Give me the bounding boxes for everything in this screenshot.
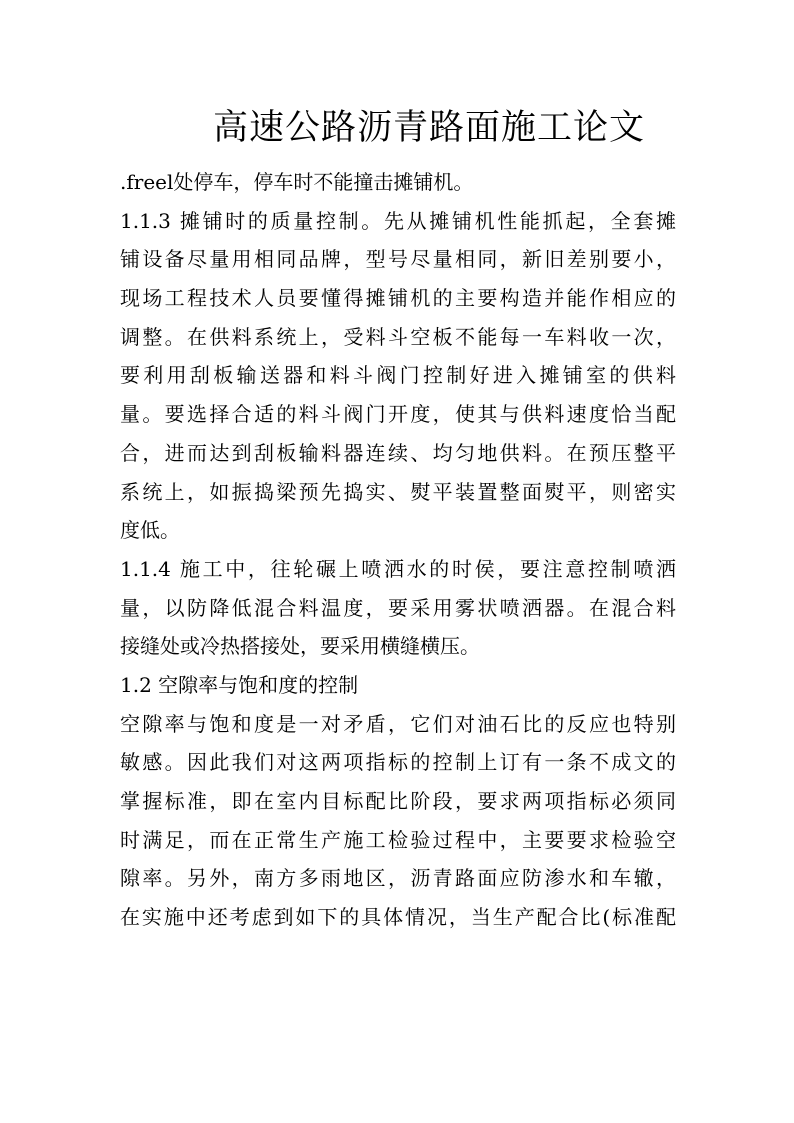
document-title: 高速公路沥青路面施工论文 [213,108,646,148]
body-line: 合，进而达到刮板输料器连续、均匀地供料。在预压整平 [120,440,676,465]
body-line: 度低。 [120,518,180,543]
body-line: 铺设备尽量用相同品牌，型号尽量相同，新旧差别要小， [120,247,676,272]
body-line: 接缝处或冷热搭接处，要采用横缝横压。 [120,634,480,659]
section-heading: 1.2 空隙率与饱和度的控制 [120,672,359,697]
body-line: 量。要选择合适的料斗阀门开度，使其与供料速度恰当配 [120,402,676,427]
body-line: 掌握标准，即在室内目标配比阶段，要求两项指标必须同 [120,789,676,813]
body-line: 隙率。另外，南方多雨地区，沥青路面应防渗水和车辙， [120,866,676,891]
body-line: 调整。在供料系统上，受料斗空板不能每一车料收一次， [120,324,676,349]
body-line: 1.1.4 施工中，往轮碾上喷洒水的时侯，要注意控制喷洒 [120,556,676,581]
body-line: 量，以防降低混合料温度，要采用雾状喷洒器。在混合料 [120,595,676,620]
document-body [120,163,676,937]
body-line: 1.1.3 摊铺时的质量控制。先从摊铺机性能抓起，全套摊 [120,208,676,233]
body-line: .freel处停车，停车时不能撞击摊铺机。 [120,170,474,194]
body-line: 空隙率与饱和度是一对矛盾，它们对油石比的反应也特别 [120,711,676,736]
body-line: 系统上，如振捣梁预先捣实、熨平装置整面熨平，则密实 [120,479,676,504]
body-line: 时满足，而在正常生产施工检验过程中，主要要求检验空 [120,827,676,852]
body-line: 现场工程技术人员要懂得摊铺机的主要构造并能作相应的 [120,286,676,311]
body-line: 敏感。因此我们对这两项指标的控制上订有一条不成文的 [120,750,676,775]
body-line: 在实施中还考虑到如下的具体情况，当生产配合比(标准配 [120,905,676,930]
body-line: 要利用刮板输送器和料斗阀门控制好进入摊铺室的供料 [120,363,676,388]
